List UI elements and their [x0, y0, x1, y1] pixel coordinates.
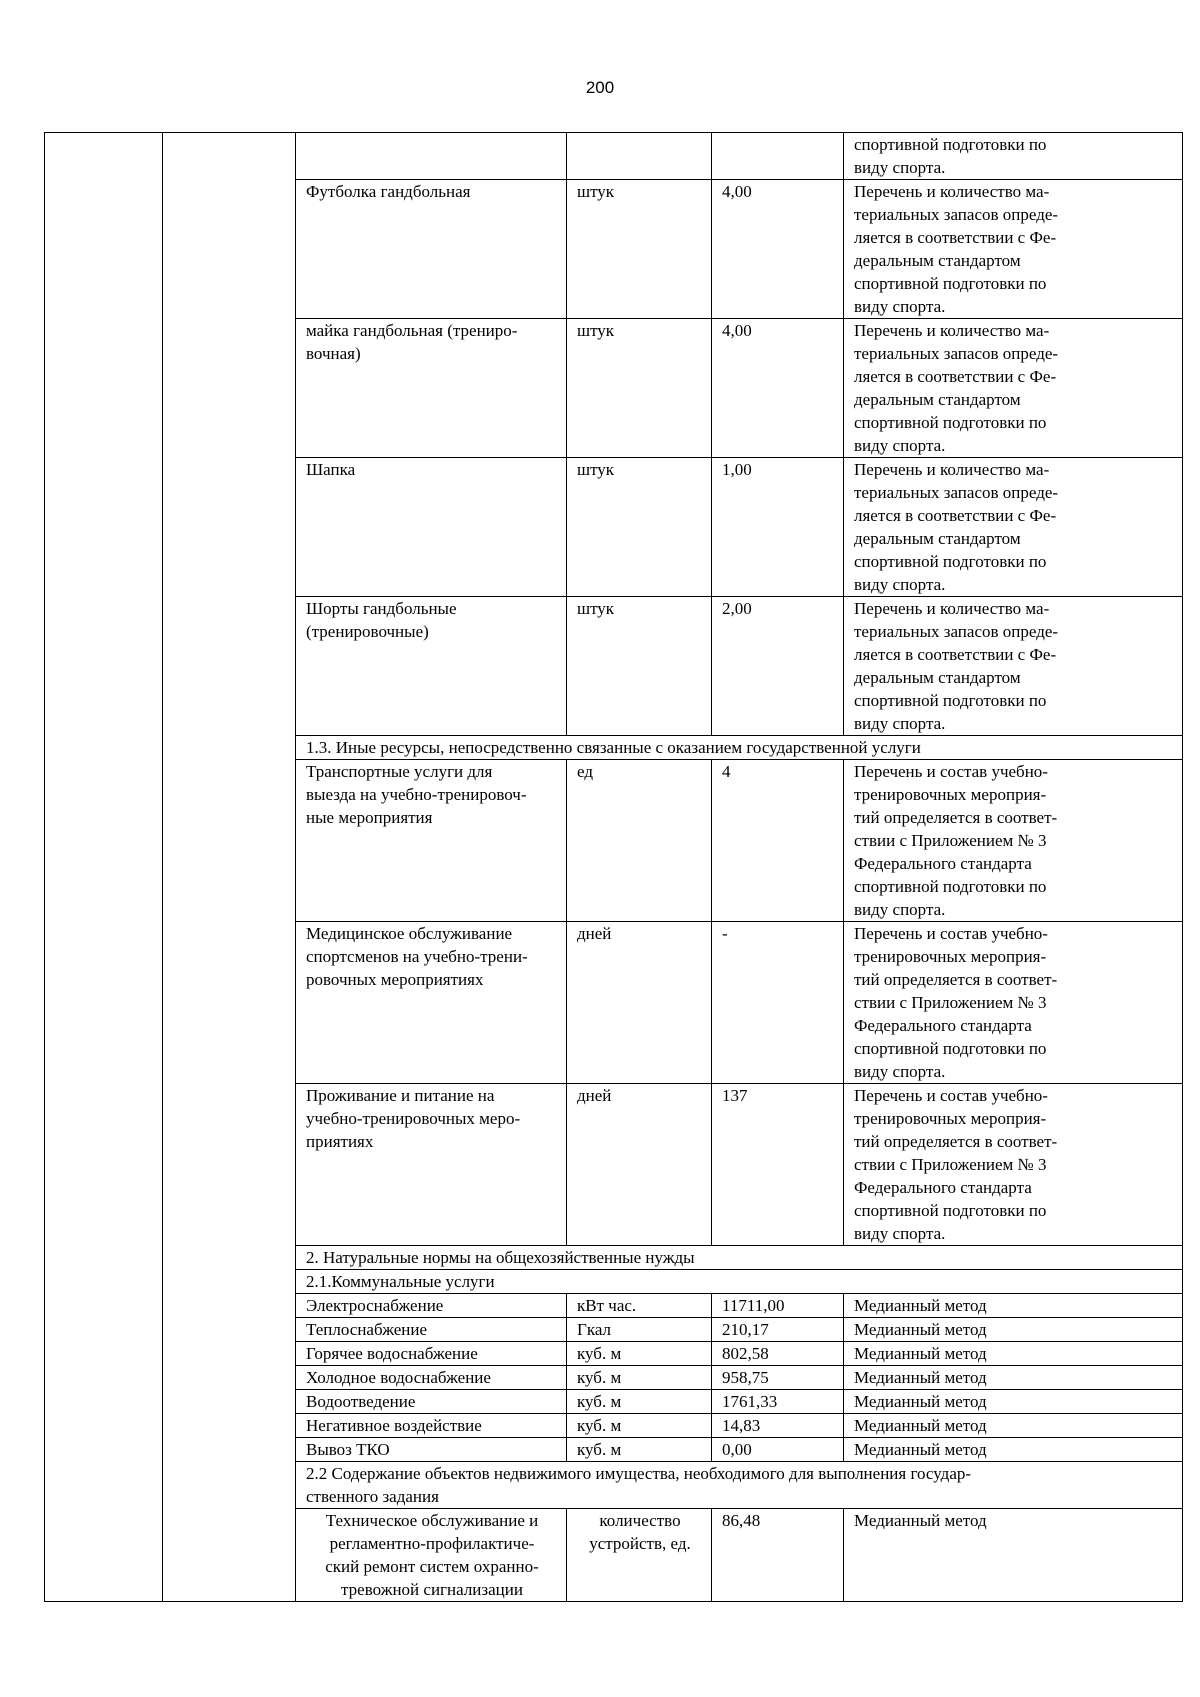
- unit-of-measure: штук: [567, 319, 712, 458]
- table-row: [45, 133, 1183, 180]
- resource-name: Негативное воздействие: [296, 1414, 567, 1438]
- resource-name: Проживание и питание на учебно-тренировочных меро- приятиях: [296, 1084, 567, 1246]
- unit-of-measure: штук: [567, 458, 712, 597]
- norm-basis: Перечень и состав учебно- тренировочных мероприя- тий определяется в соответ- ствии с Приложением № 3 Федерального стандарта спортивной подготовки по виду спорта.: [844, 1084, 1183, 1246]
- unit-of-measure: куб. м: [567, 1366, 712, 1390]
- norm-value: 4,00: [712, 319, 844, 458]
- resource-name: Теплоснабжение: [296, 1318, 567, 1342]
- norm-value: 958,75: [712, 1366, 844, 1390]
- norm-basis: Медианный метод: [844, 1366, 1183, 1390]
- resource-name: Шапка: [296, 458, 567, 597]
- norm-value: -: [712, 922, 844, 1084]
- resource-name: Транспортные услуги для выезда на учебно-тренировоч- ные мероприятия: [296, 760, 567, 922]
- norm-basis: Перечень и количество ма- териальных запасов опреде- ляется в соответствии с Фе- деральным стандартом спортивной подготовки по виду спорта.: [844, 319, 1183, 458]
- unit-of-measure: штук: [567, 597, 712, 736]
- unit-of-measure: кВт час.: [567, 1294, 712, 1318]
- norm-value: 210,17: [712, 1318, 844, 1342]
- norm-basis: Медианный метод: [844, 1342, 1183, 1366]
- unit-of-measure: куб. м: [567, 1414, 712, 1438]
- resource-name: Вывоз ТКО: [296, 1438, 567, 1462]
- norm-value: 86,48: [712, 1509, 844, 1602]
- norm-value: 802,58: [712, 1342, 844, 1366]
- norm-value: [712, 133, 844, 180]
- norm-basis: Перечень и состав учебно- тренировочных мероприя- тий определяется в соответ- ствии с Приложением № 3 Федерального стандарта спортивной подготовки по виду спорта.: [844, 760, 1183, 922]
- resource-name: Медицинское обслуживание спортсменов на учебно-трени- ровочных мероприятиях: [296, 922, 567, 1084]
- norm-value: 4,00: [712, 180, 844, 319]
- resource-name: Техническое обслуживание и регламентно-профилактиче- ский ремонт систем охранно- тревожной сигнализации: [296, 1509, 567, 1602]
- norm-basis: Перечень и состав учебно- тренировочных мероприя- тий определяется в соответ- ствии с Приложением № 3 Федерального стандарта спортивной подготовки по виду спорта.: [844, 922, 1183, 1084]
- norm-basis: Медианный метод: [844, 1509, 1183, 1602]
- resource-name: Футболка гандбольная: [296, 180, 567, 319]
- norm-value: 1,00: [712, 458, 844, 597]
- resource-name: Холодное водоснабжение: [296, 1366, 567, 1390]
- unit-of-measure: [567, 133, 712, 180]
- unit-of-measure: штук: [567, 180, 712, 319]
- unit-of-measure: дней: [567, 922, 712, 1084]
- norm-basis: Перечень и количество ма- териальных запасов опреде- ляется в соответствии с Фе- деральным стандартом спортивной подготовки по виду спорта.: [844, 597, 1183, 736]
- norm-basis: Перечень и количество ма- териальных запасов опреде- ляется в соответствии с Фе- деральным стандартом спортивной подготовки по виду спорта.: [844, 180, 1183, 319]
- unit-of-measure: дней: [567, 1084, 712, 1246]
- section-heading: 2.2 Содержание объектов недвижимого имущества, необходимого для выполнения государ- ственного задания: [296, 1462, 1183, 1509]
- unit-of-measure: куб. м: [567, 1342, 712, 1366]
- norm-basis: Медианный метод: [844, 1438, 1183, 1462]
- norm-value: 137: [712, 1084, 844, 1246]
- section-heading: 2.1.Коммунальные услуги: [296, 1270, 1183, 1294]
- unit-of-measure: Гкал: [567, 1318, 712, 1342]
- norm-basis: Медианный метод: [844, 1390, 1183, 1414]
- norm-basis: Медианный метод: [844, 1294, 1183, 1318]
- section-heading: 1.3. Иные ресурсы, непосредственно связанные с оказанием государственной услуги: [296, 736, 1183, 760]
- unit-of-measure: количество устройств, ед.: [567, 1509, 712, 1602]
- norm-basis: Перечень и количество ма- териальных запасов опреде- ляется в соответствии с Фе- деральным стандартом спортивной подготовки по виду спорта.: [844, 458, 1183, 597]
- resource-name: майка гандбольная (трениро- вочная): [296, 319, 567, 458]
- norm-value: 2,00: [712, 597, 844, 736]
- blank-col-2: [163, 133, 296, 1602]
- norms-table: [44, 132, 1183, 1602]
- norm-value: 11711,00: [712, 1294, 844, 1318]
- resource-name: [296, 133, 567, 180]
- resource-name: Шорты гандбольные (тренировочные): [296, 597, 567, 736]
- resource-name: Водоотведение: [296, 1390, 567, 1414]
- norm-value: 4: [712, 760, 844, 922]
- norm-basis: Медианный метод: [844, 1414, 1183, 1438]
- norm-value: 1761,33: [712, 1390, 844, 1414]
- page-number: 200: [585, 78, 615, 97]
- norm-value: 14,83: [712, 1414, 844, 1438]
- section-heading: 2. Натуральные нормы на общехозяйственные нужды: [296, 1246, 1183, 1270]
- blank-col-1: [45, 133, 163, 1602]
- resource-name: Электроснабжение: [296, 1294, 567, 1318]
- unit-of-measure: ед: [567, 760, 712, 922]
- norm-basis: спортивной подготовки по виду спорта.: [844, 133, 1183, 180]
- unit-of-measure: куб. м: [567, 1438, 712, 1462]
- norm-value: 0,00: [712, 1438, 844, 1462]
- unit-of-measure: куб. м: [567, 1390, 712, 1414]
- norm-basis: Медианный метод: [844, 1318, 1183, 1342]
- resource-name: Горячее водоснабжение: [296, 1342, 567, 1366]
